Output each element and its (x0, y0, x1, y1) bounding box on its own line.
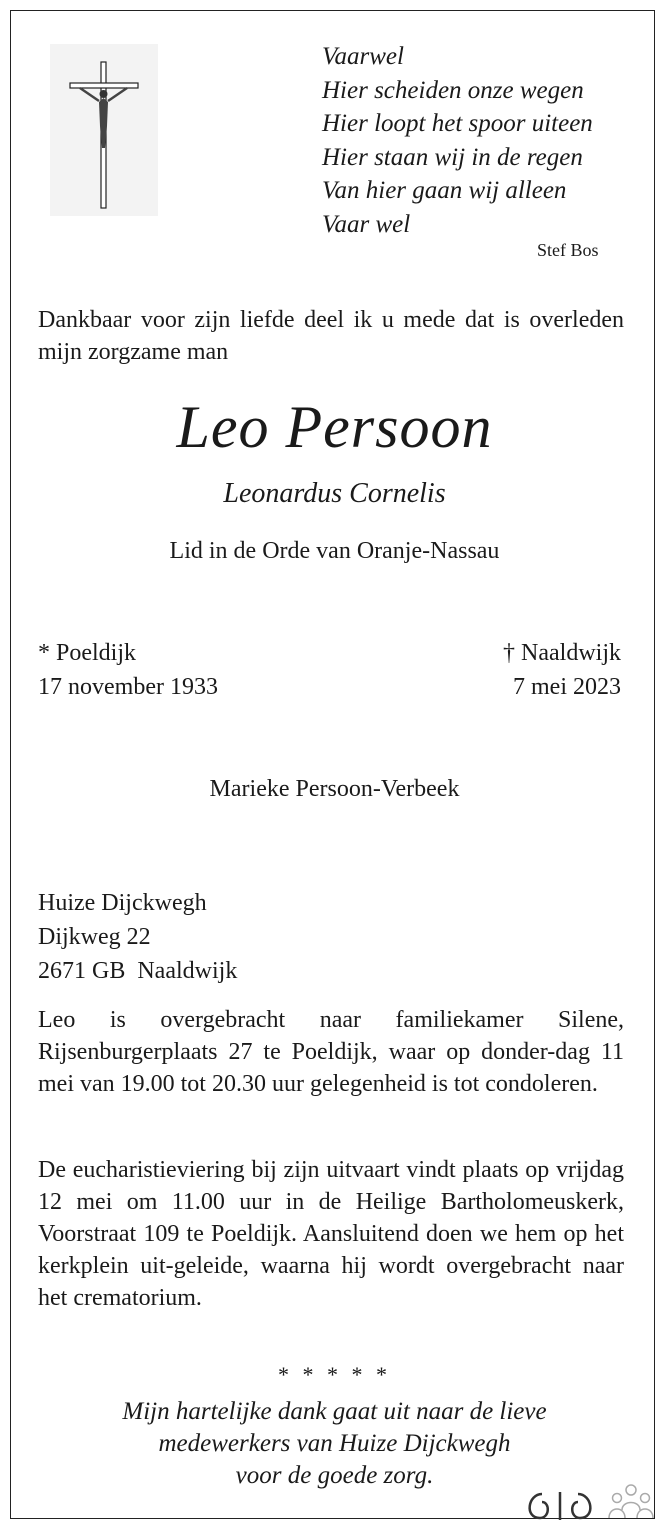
thanks-text (0, 1396, 669, 1492)
address-line: Huize Dijckwegh (38, 890, 207, 916)
poem-author: Stef Bos (537, 240, 599, 260)
spouse-name: Marieke Persoon-Verbeek (209, 776, 460, 802)
address-line: 2671 GB Naaldwijk (38, 958, 238, 984)
death-place: † Naaldwijk (503, 640, 621, 666)
thanks-line: medewerkers van Huize Dijckwegh (158, 1430, 511, 1457)
intro-text: Dankbaar voor zijn liefde deel ik u mede dat is overleden mijn zorgzame man (38, 307, 624, 365)
address-line: Dijkweg 22 (38, 924, 151, 950)
family-icon (604, 1482, 658, 1529)
viewing-paragraph: Leo is overgebracht naar familiekamer Silene, Rijsenburgerplaats 27 te Poeldijk, waar op donder-dag 11 mei van 19.00 tot 20.30 uur gelegenheid is tot condoleren. (38, 1007, 624, 1097)
birth-info (38, 636, 218, 704)
death-info (503, 636, 621, 704)
poem-line: Vaarwel (322, 43, 404, 70)
crucifix-icon (50, 44, 158, 216)
thanks-line: voor de goede zorg. (235, 1462, 434, 1489)
poem-line: Vaar wel (322, 210, 411, 238)
service-paragraph: De eucharistieviering bij zijn uitvaart vindt plaats op vrijdag 12 mei om 11.00 uur in de Heilige Bartholomeuskerk, Voorstraat 109 te Poeldijk. Aansluitend doen we hem op het kerkplein uit-geleide, waarna hij wordt overgebracht naar het crematorium. (38, 1157, 624, 1311)
birth-date: 17 november 1933 (38, 674, 218, 700)
poem (322, 40, 593, 241)
birth-place: * Poeldijk (38, 640, 137, 666)
death-date: 7 mei 2023 (513, 674, 621, 700)
address (38, 886, 237, 988)
poem-line: Hier staan wij in de regen (322, 143, 583, 171)
mourning-logo-icon (520, 1488, 600, 1529)
thanks-line: Mijn hartelijke dank gaat uit naar de lieve (122, 1398, 547, 1425)
deceased-name: Leo Persoon (176, 394, 493, 460)
given-names: Leonardus Cornelis (223, 478, 446, 509)
poem-line: Hier scheiden onze wegen (322, 76, 584, 104)
honor-text: Lid in de Orde van Oranje-Nassau (169, 538, 500, 564)
poem-line: Hier loopt het spoor uiteen (322, 110, 593, 137)
separator: * * * * * (278, 1362, 391, 1387)
poem-line: Van hier gaan wij alleen (322, 177, 567, 204)
